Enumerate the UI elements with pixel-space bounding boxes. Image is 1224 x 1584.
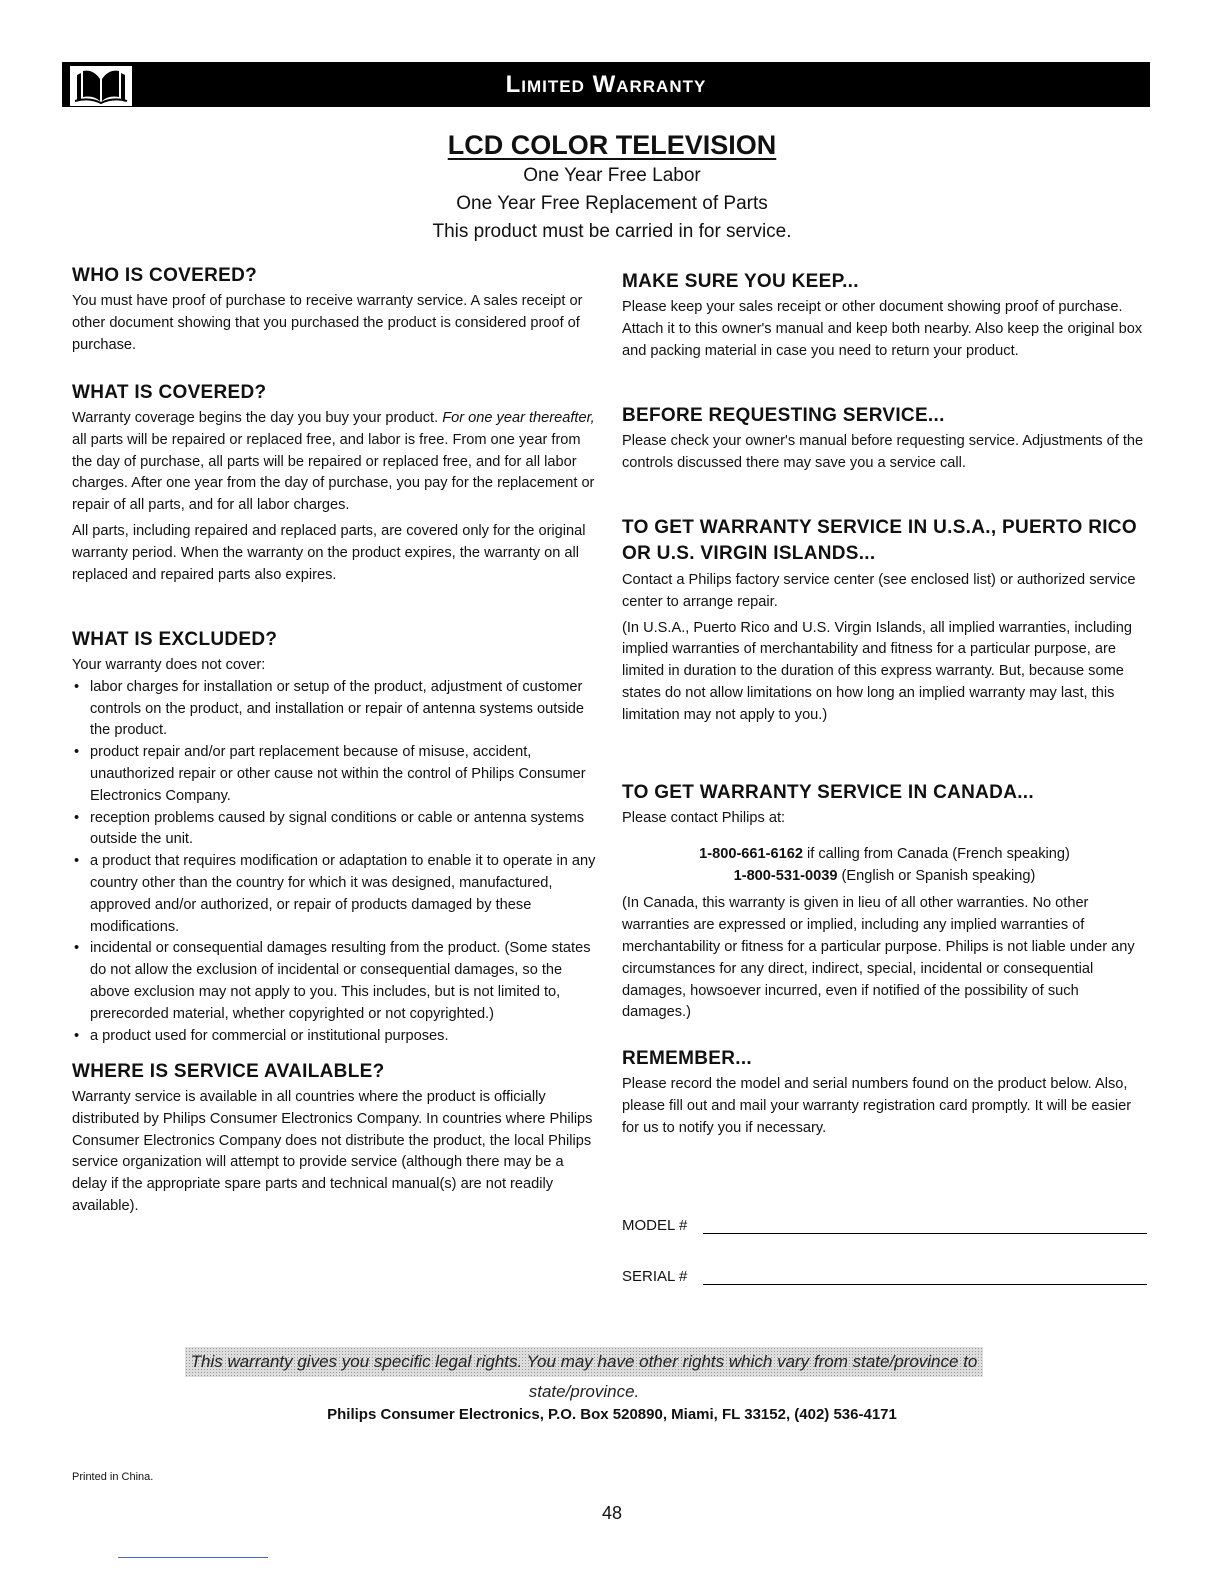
subtitle-labor: One Year Free Labor: [523, 165, 701, 186]
section-usa-service: [622, 515, 1147, 731]
section-where-available: [72, 1060, 602, 1222]
phone-numbers: [622, 844, 1147, 888]
body: Please keep your sales receipt or other document showing proof of purchase. Attach it to this owner's manual and keep both nearby. Also keep the original box and packing material in case you need to return your product.: [622, 299, 1143, 359]
legal-rights-banner: This warranty gives you specific legal rights. You may have other rights which vary from state/province to state/province.: [185, 1347, 983, 1377]
serial-line[interactable]: [703, 1270, 1147, 1285]
body: Please record the model and serial numbers found on the product below. Also, please fill out and mail your warranty registration card promptly. It will be easier for us to notify you if necessary.: [622, 1076, 1132, 1136]
intro: Please contact Philips at:: [622, 810, 786, 826]
heading: WHO IS COVERED?: [72, 265, 258, 286]
subtitle-carry-in: This product must be carried in for service.: [432, 221, 792, 242]
divider-line: [118, 1557, 268, 1558]
phone-english: 1-800-531-0039: [733, 867, 838, 884]
body: You must have proof of purchase to receive warranty service. A sales receipt or other document showing that you purchased the product is considered proof of purchase.: [72, 293, 583, 353]
model-number-field[interactable]: [622, 1217, 1147, 1234]
list-item: • incidental or consequential damages resulting from the product. (Some states do not allow the exclusion of incidental or consequential damages, so the above exclusion may not apply to you. This includes, but is not limited to, prerecorded material, whether copyrighted or not copyrighted.): [72, 938, 602, 1025]
body-2: (In U.S.A., Puerto Rico and U.S. Virgin Islands, all implied warranties, including implied warranties of merchantability and fitness for a particular purpose, are limited in duration to the duration of this express warranty. But, because some states do not allow limitations on how long an implied warranty may last, this limitation may not apply to you.): [622, 619, 1132, 723]
heading: WHAT IS COVERED?: [72, 382, 267, 403]
body-italic-text: For one year thereafter,: [442, 410, 595, 426]
body-text-continued: all parts will be repaired or replaced free, and labor is free. From one year from the day of purchase, all parts will be repaired or replaced free, and for all labor charges. After one year from the day of purchase, you pay for the replacement or repair of all parts, and for all labor charges.: [72, 431, 595, 514]
section-what-covered: [72, 381, 602, 590]
phone-line-french: [622, 844, 1147, 866]
phone-english-note: (English or Spanish speaking): [837, 867, 1036, 884]
phone-line-english: [622, 866, 1147, 888]
list-item: • a product used for commercial or institutional purposes.: [72, 1026, 602, 1048]
section-who-covered: [72, 264, 602, 360]
list-item: • labor charges for installation or setup of the product, adjustment of customer controls on the product, and installation or repair of antenna systems outside the product.: [72, 677, 602, 742]
body: (In Canada, this warranty is given in lieu of all other warranties. No other warranties are expressed or implied, including any implied warranties of merchantability or fitness for a particular purpose. Philips is not liable under any circumstances for any direct, indirect, special, incidental or consequential damages, howsoever incurred, even if notified of the possibility of such damages.): [622, 895, 1135, 1021]
intro: Your warranty does not cover:: [72, 657, 266, 673]
heading: WHAT IS EXCLUDED?: [72, 629, 278, 650]
phone-french-note: if calling from Canada (French speaking): [802, 845, 1070, 862]
section-before-service: [622, 404, 1147, 479]
phone-french: 1-800-661-6162: [699, 845, 803, 862]
company-address: Philips Consumer Electronics, P.O. Box 520890, Miami, FL 33152, (402) 536-4171: [327, 1406, 897, 1423]
exclusion-list: [72, 677, 602, 1048]
heading: TO GET WARRANTY SERVICE IN CANADA...: [622, 782, 1034, 803]
body: Warranty service is available in all countries where the product is officially distributed by Philips Consumer Electronics Company. In countries where Philips Consumer Electronics Company does not distribute the product, the local Philips service organization will attempt to provide service (although there may be a delay if the appropriate spare parts and technical manual(s) are not readily available).: [72, 1089, 593, 1214]
body: Contact a Philips factory service center (see enclosed list) or authorized service center to arrange repair.: [622, 572, 1136, 610]
serial-number-field[interactable]: [622, 1268, 1147, 1285]
model-line[interactable]: [703, 1219, 1147, 1234]
list-item: • a product that requires modification or adaptation to enable it to operate in any country other than the country for which it was designed, manufactured, approved and/or authorized, or repair of products damaged by these modifications.: [72, 851, 602, 938]
subtitle-parts: One Year Free Replacement of Parts: [456, 193, 768, 214]
body-text: Warranty coverage begins the day you buy your product.: [72, 410, 443, 426]
model-label: MODEL #: [622, 1217, 688, 1234]
printed-in: Printed in China.: [72, 1471, 154, 1483]
body: Please check your owner's manual before requesting service. Adjustments of the controls discussed there may save you a service call.: [622, 433, 1144, 471]
header-bar: [62, 62, 1150, 107]
header-title: Limited Warranty: [505, 71, 707, 98]
list-item: • reception problems caused by signal conditions or cable or antenna systems outside the unit.: [72, 808, 602, 852]
product-title: LCD COLOR TELEVISION: [447, 130, 777, 160]
section-canada-service: [622, 781, 1147, 1028]
heading: TO GET WARRANTY SERVICE IN U.S.A., PUERTO RICO OR U.S. VIRGIN ISLANDS...: [622, 517, 1137, 564]
heading: BEFORE REQUESTING SERVICE...: [622, 405, 945, 426]
section-excluded: [72, 628, 602, 1047]
heading: WHERE IS SERVICE AVAILABLE?: [72, 1061, 385, 1082]
serial-label: SERIAL #: [622, 1268, 688, 1285]
body: [72, 408, 602, 517]
heading: REMEMBER...: [622, 1048, 752, 1069]
body-2: All parts, including repaired and replaced parts, are covered only for the original warranty period. When the warranty on the product expires, the warranty on all replaced and repaired parts also expires.: [72, 522, 586, 583]
section-keep: [622, 270, 1147, 366]
page-number: 48: [601, 1503, 623, 1523]
section-remember: [622, 1047, 1147, 1143]
heading: MAKE SURE YOU KEEP...: [622, 271, 859, 292]
list-item: • product repair and/or part replacement because of misuse, accident, unauthorized repair or other cause not within the control of Philips Consumer Electronics Company.: [72, 742, 602, 807]
